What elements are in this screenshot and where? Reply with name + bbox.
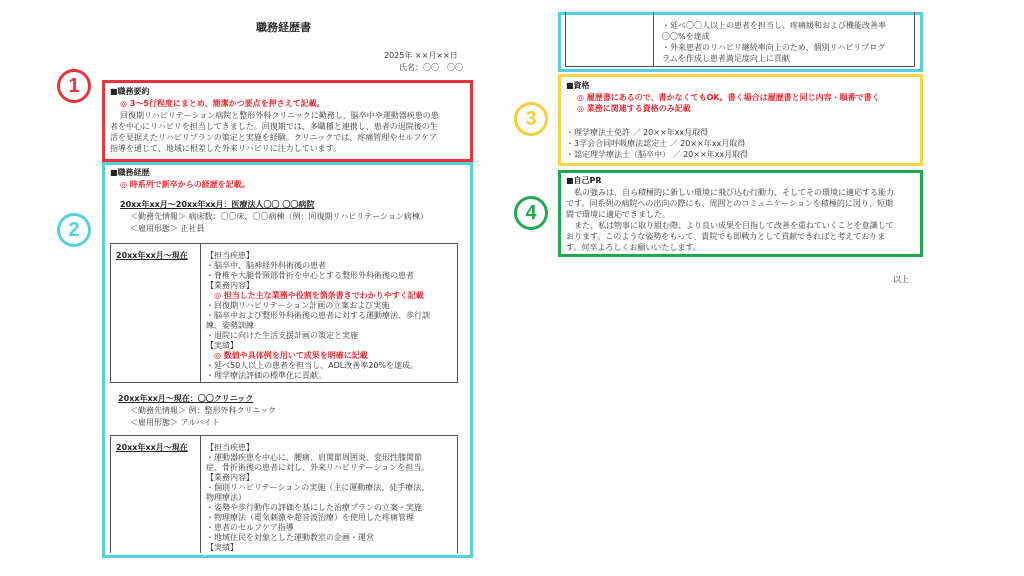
table-detail-line: 症、骨折術後の患者に対し、外来リハビリテーションを担当。	[206, 463, 430, 472]
summary-note: ◎ 3〜5行程度にまとめ、簡潔かつ要点を押さえて記載。	[120, 99, 325, 108]
table-detail-line: ・延べ50人以上の患者を担当し、ADL改善率20%を達成。	[206, 361, 419, 370]
table-detail-line: 練、姿勢訓練	[206, 321, 254, 330]
job1-period: 20xx年xx月〜現在	[116, 251, 188, 260]
job2-title: 20xx年xx月〜現在：〇〇クリニック	[118, 394, 254, 403]
continuation-line: ・延べ〇〇人以上の患者を担当し、疼痛緩和および機能改善率	[662, 21, 886, 30]
job1-title: 20xx年xx月〜20xx年xx月：医療法人〇〇 〇〇病院	[120, 200, 315, 209]
history-heading: ■職務経歴	[110, 168, 150, 177]
summary-line: 回復期リハビリテーション病院と整形外科クリニックに勤務し、脳卒中や運動器疾患の患	[120, 111, 439, 120]
table-detail-line: ・患者のセルフケア指導	[206, 523, 294, 532]
table-detail-line: ・姿勢や歩行動作の評価を基にした治療プランの立案・実施	[206, 503, 422, 512]
summary-line: 活を見据えたリハビリプランの策定と実施を経験。クリニックでは、疼痛管理やセルフケア	[110, 133, 438, 142]
document-title: 職務経歴書	[256, 21, 311, 34]
self-pr-line: です。同系列の病院への出向の際にも、周囲とのコミュニケーションを積極的に図り、短期	[566, 199, 893, 208]
job1-line: ＜勤務先情報＞ 病床数：〇〇床、〇〇病棟（例：回復期リハビリテーション病棟）	[130, 212, 428, 221]
table-detail-line: 【担当疾患】	[206, 443, 254, 452]
table-detail-line: ・運動器疾患を中心に、腰痛、肩関節周囲炎、変形性膝関節	[206, 453, 422, 462]
table-detail-line: ・地域住民を対象とした運動教室の企画・運営	[206, 533, 374, 542]
qualification-item: ・認定理学療法士（脳卒中） ／ 20××年xx月取得	[566, 150, 749, 159]
table-detail-line: 【担当疾患】	[206, 251, 254, 260]
document-end-mark: 以上	[893, 275, 909, 284]
applicant-name: 氏名：〇〇 〇〇	[399, 63, 463, 72]
job1-table-divider	[200, 243, 201, 383]
table-detail-line: ・脳卒中、脳神経外科術後の患者	[206, 261, 326, 270]
job2-table-divider	[200, 435, 201, 553]
qualifications-note: ◎ 業務に関連する資格のみ記載	[577, 104, 691, 113]
qualifications-note: ◎ 履歴書にあるので、書かなくてもOK。書く場合は履歴書と同じ内容・順番で書く	[577, 93, 880, 102]
table-detail-line: ・回復期リハビリテーション計画の立案および実施	[206, 301, 390, 310]
summary-line: 指導を通じて、地域に根差した外来リハビリに注力しています。	[110, 144, 341, 153]
table-detail-line: ・個別リハビリテーションの実施（主に運動療法、徒手療法、	[206, 483, 430, 492]
self-pr-line: また、私は物事に取り組む際、より良い成果を目指して改善を重ねていくことを意識して	[574, 221, 894, 230]
continuation-line: ラムを作成し患者満足度向上に貢献	[662, 54, 790, 63]
self-pr-line: おります。このような姿勢をもって、貴院でも即戦力として貢献できればと考えておりま	[566, 232, 886, 241]
marker-3: 3	[514, 102, 548, 136]
table-detail-line: 【実績】	[206, 543, 238, 552]
qualification-item: ・理学療法士免許 ／ 20××年xx月取得	[566, 128, 709, 137]
document-date: 2025年 ××月××日	[384, 51, 458, 60]
self-pr-heading: ■自己PR	[566, 176, 602, 185]
summary-line: 者を中心にリハビリを担当してきました。回復期では、多職種と連携し、患者の退院後の生	[110, 122, 438, 131]
job1-line: ＜雇用形態＞ 正社員	[130, 224, 205, 233]
continuation-line: 〇〇%を達成	[662, 32, 710, 41]
table-detail-line: ・物理療法（電気刺激や超音波治療）を使用した疼痛管理	[206, 513, 414, 522]
marker-1: 1	[57, 69, 91, 103]
table-detail-line: ◎ 担当した主な業務や役割を箇条書きでわかりやすく記載	[214, 291, 424, 300]
continuation-table-divider	[653, 12, 654, 67]
table-detail-line: 物理療法）	[206, 493, 246, 502]
job2-line: ＜雇用形態＞ アルバイト	[130, 418, 220, 427]
job2-period: 20xx年xx月〜現在	[116, 443, 188, 452]
table-detail-line: ・理学療法評価の標準化に貢献。	[206, 371, 326, 380]
table-detail-line: ◎ 数値や具体例を用いて成果を明確に記載	[214, 351, 368, 360]
self-pr-line: 私の強みは、自ら積極的に新しい環境に飛び込む行動力、そしてその環境に適応する能力	[574, 188, 894, 197]
table-detail-line: 【業務内容】	[206, 473, 254, 482]
table-detail-line: ・脳卒中および整形外科術後の患者に対する運動療法、歩行訓	[206, 311, 430, 320]
continuation-line: ・外来患者のリハビリ継続率向上のため、個別リハビリプログ	[662, 43, 886, 52]
marker-2: 2	[57, 213, 91, 247]
history-note: ◎ 時系列で新卒からの経歴を記載。	[120, 180, 250, 189]
summary-heading: ■職務要約	[110, 87, 150, 96]
table-detail-line: ・退院に向けた生活支援計画の策定と実施	[206, 331, 358, 340]
self-pr-line: 間で環境に適応できました。	[566, 210, 670, 219]
marker-4: 4	[514, 196, 548, 230]
qualifications-heading: ■資格	[566, 81, 590, 90]
qualification-item: ・3学会合同呼吸療法認定士 ／ 20××年xx月取得	[566, 139, 746, 148]
self-pr-line: す。何卒よろしくお願いいたします。	[566, 243, 701, 252]
table-detail-line: ・脊椎や大腿骨頸部骨折を中心とする整形外科術後の患者	[206, 271, 414, 280]
job2-line: ＜勤務先情報＞ 例：整形外科クリニック	[130, 406, 277, 415]
table-detail-line: 【業務内容】	[206, 281, 254, 290]
table-detail-line: 【実績】	[206, 341, 238, 350]
